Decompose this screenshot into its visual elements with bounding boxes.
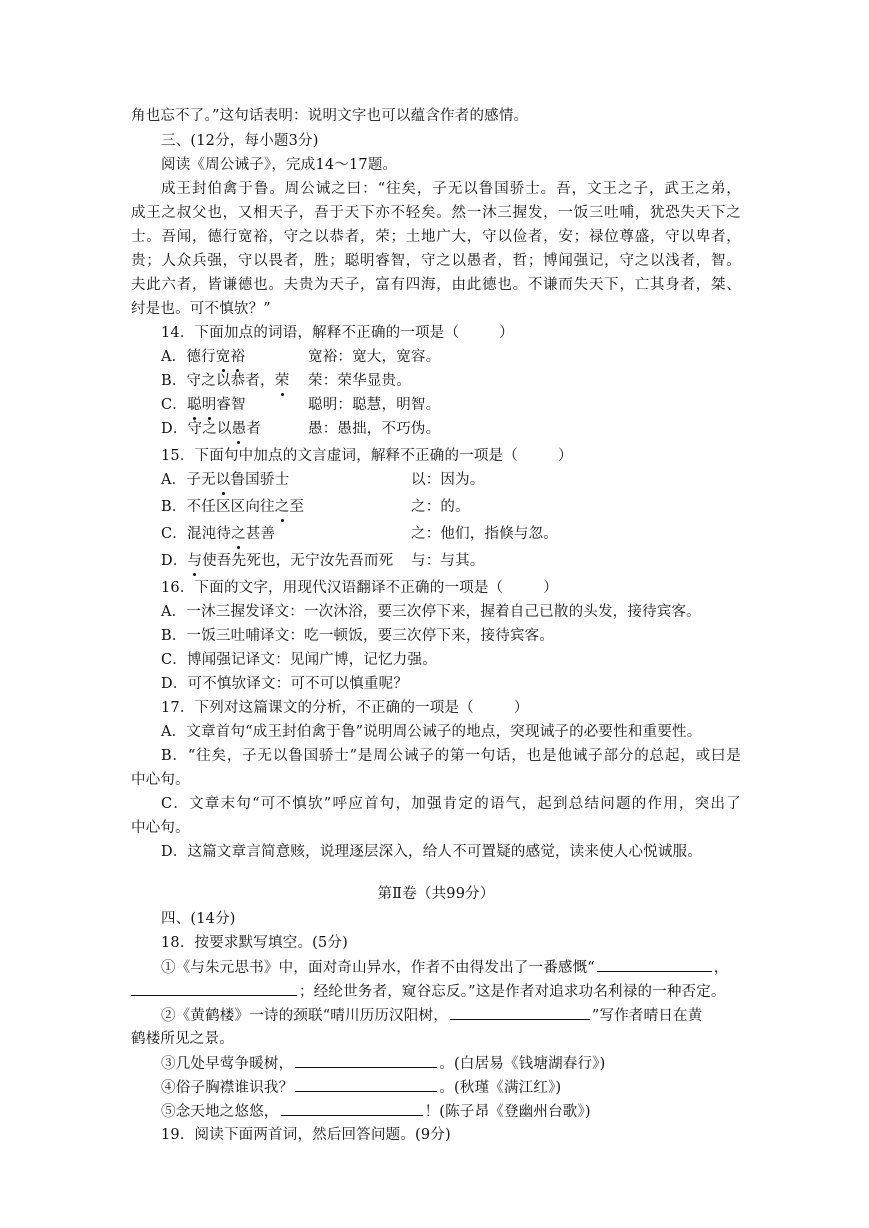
section-heading-4: 四、(14分) bbox=[161, 911, 236, 927]
fill-in-2-cont: 鹤楼所见之景。 bbox=[131, 1031, 234, 1047]
section-heading-3: 三、(12分，每小题3分) bbox=[161, 133, 319, 149]
option-16a: A．一沐三握发译文：一次沐浴，要三次停下来，握着自己已散的头发，接待宾客。 bbox=[161, 604, 701, 620]
answer-blank[interactable] bbox=[295, 1053, 437, 1068]
document-page: 角也忘不了。”这句话表明：说明文字也可以蕴含作者的感情。 三、(12分，每小题3分) 阅读《周公诫子》，完成14～17题。 成王封伯禽于鲁。周公诫之曰：“往矣，子无以鲁国骄士。吾，文王之子，武王之弟， 成王之叔父也，又相天子，吾于天下亦不轻矣。然一沐三握发，一饭三吐哺，犹恐失天下之 士。吾闻，德行宽裕，守之以恭者，荣；土地广大，守以俭者，安；禄位尊盛，守以卑者， 贵；人众兵强，守以畏者，胜；聪明睿智，守之以愚者，哲；博闻强记，守之以浅者，智。 夫此六者，皆谦德也。夫贵为天子，富有四海，由此德也。不谦而失天下，亡其身者，桀、 纣是也。可不慎欤？” 14．下面加点的词语，解释不正确的一项是（ ） A．德行宽裕 宽裕：宽大，宽容。 B．守之以恭者，荣 荣：荣华显贵。 C．聪明睿智 聪明：聪慧，明智。 D．守之以愚者 愚：愚拙，不巧伪。 15．下面句中加点的文言虚词，解释不正确的一项是（ ） A．子无以鲁国骄士 以：因为。 B．不任区区向往之至 之：的。 C．混沌待之甚善 之：他们，指倏与忽。 D．与使吾先死也，无宁汝先吾而死 与：与其。 16．下面的文字，用现代汉语翻译不正确的一项是（ ） A．一沐三握发译文：一次沐浴，要三次停下来，握着自己已散的头发，接待宾客。 B．一饭三吐哺译文：吃一顿饭，要三次停下来，接待宾客。 C．博闻强记译文：见闻广博，记忆力强。 D．可不慎欤译文：可不可以慎重呢？ 17．下列对这篇课文的分析，不正确的一项是（ ） A．文章首句“成王封伯禽于鲁”说明周公诫子的地点，突现诫子的必要性和重要性。 B．“往矣，子无以鲁国骄士”是周公诫子的第一句话，也是他诫子部分的总起，或曰是 中心句。 C．文章末句“可不慎欤”呼应首句，加强肯定的语气，起到总结问题的作用，突出了 中心句。 D．这篇文章言简意赅，说理逐层深入，给人不可置疑的感觉，读来使人心悦诚服。 第Ⅱ卷（共99分） 四、(14分) 18．按要求默写填空。(5分) ①《与朱元思书》中，面对奇山异水，作者不由得发出了一番感慨“ ， ；经纶世务者，窥谷忘反。”这是作者对追求功名利禄的一种否定。 ②《黄鹤楼》一诗的颈联“晴川历历汉阳树， ”写作者晴日在黄 鹤楼所见之景。 ③几处早莺争暖树， 。(白居易《钱塘湖春行》) ④俗子胸襟谁识我？ 。(秋瑾《满江红》) ⑤念天地之悠悠， ！(陈子昂《登幽州台歌》) 19．阅读下面两首词，然后回答问题。(9分) bbox=[131, 108, 741, 1143]
passage-line: 夫此六者，皆谦德也。夫贵为天子，富有四海，由此德也。不谦而失天下，亡其身者，桀、 bbox=[131, 277, 741, 293]
question-15: 15．下面句中加点的文言虚词，解释不正确的一项是（ ） bbox=[161, 448, 573, 464]
answer-blank[interactable] bbox=[281, 1101, 423, 1116]
question-19: 19．阅读下面两首词，然后回答问题。(9分) bbox=[161, 1127, 451, 1143]
option-16c: C．博闻强记译文：见闻广博，记忆力强。 bbox=[161, 652, 437, 668]
reading-instruction: 阅读《周公诫子》，完成14～17题。 bbox=[161, 157, 398, 173]
answer-blank[interactable] bbox=[450, 1005, 590, 1020]
passage-line: 纣是也。可不慎欤？” bbox=[131, 301, 271, 317]
part-2-title: 第Ⅱ卷（共99分） bbox=[377, 886, 495, 902]
question-18: 18．按要求默写填空。(5分) bbox=[161, 935, 348, 951]
option-16b: B．一饭三吐哺译文：吃一顿饭，要三次停下来，接待宾客。 bbox=[161, 628, 555, 644]
question-17: 17．下列对这篇课文的分析，不正确的一项是（ ） bbox=[161, 700, 529, 716]
passage-line: 成王之叔父也，又相天子，吾于天下亦不轻矣。然一沐三握发，一饭三吐哺，犹恐失天下之 bbox=[131, 205, 741, 221]
option-16d: D．可不慎欤译文：可不可以慎重呢？ bbox=[161, 676, 409, 692]
answer-blank[interactable] bbox=[131, 981, 297, 996]
fill-in-2: ②《黄鹤楼》一诗的颈联“晴川历历汉阳树， ”写作者晴日在黄 bbox=[161, 1005, 741, 1026]
fill-in-1: ①《与朱元思书》中，面对奇山异水，作者不由得发出了一番感慨“ ， bbox=[161, 957, 741, 978]
question-14: 14．下面加点的词语，解释不正确的一项是（ ） bbox=[161, 325, 514, 341]
question-16: 16．下面的文字，用现代汉语翻译不正确的一项是（ ） bbox=[161, 580, 558, 596]
option-17d: D．这篇文章言简意赅，说理逐层深入，给人不可置疑的感觉，读来使人心悦诚服。 bbox=[161, 844, 703, 860]
passage-line: 士。吾闻，德行宽裕，守之以恭者，荣；土地广大，守以俭者，安；禄位尊盛，守以卑者， bbox=[131, 229, 741, 245]
option-17a: A．文章首句“成王封伯禽于鲁”说明周公诫子的地点，突现诫子的必要性和重要性。 bbox=[161, 724, 702, 740]
answer-blank[interactable] bbox=[295, 1077, 437, 1092]
fill-in-4: ④俗子胸襟谁识我？ 。(秋瑾《满江红》) bbox=[161, 1077, 741, 1098]
passage-line: 贵；人众兵强，守以畏者，胜；聪明睿智，守之以愚者，哲；博闻强记，守之以浅者，智。 bbox=[131, 253, 741, 269]
option-17c-cont: 中心句。 bbox=[131, 820, 190, 836]
option-17c: C．文章末句“可不慎欤”呼应首句，加强肯定的语气，起到总结问题的作用，突出了 bbox=[161, 796, 741, 812]
option-17b-cont: 中心句。 bbox=[131, 772, 190, 788]
passage-line: 成王封伯禽于鲁。周公诫之曰：“往矣，子无以鲁国骄士。吾，文王之子，武王之弟， bbox=[161, 181, 741, 197]
option-17b: B．“往矣，子无以鲁国骄士”是周公诫子的第一句话，也是他诫子部分的总起，或曰是 bbox=[161, 748, 741, 764]
fill-in-3: ③几处早莺争暖树， 。(白居易《钱塘湖春行》) bbox=[161, 1053, 741, 1074]
answer-blank[interactable] bbox=[597, 957, 712, 972]
fill-in-5: ⑤念天地之悠悠， ！(陈子昂《登幽州台歌》) bbox=[161, 1101, 741, 1122]
text-line: 角也忘不了。”这句话表明：说明文字也可以蕴含作者的感情。 bbox=[131, 108, 529, 124]
fill-in-1-cont: ；经纶世务者，窥谷忘反。”这是作者对追求功名利禄的一种否定。 bbox=[131, 981, 741, 1002]
